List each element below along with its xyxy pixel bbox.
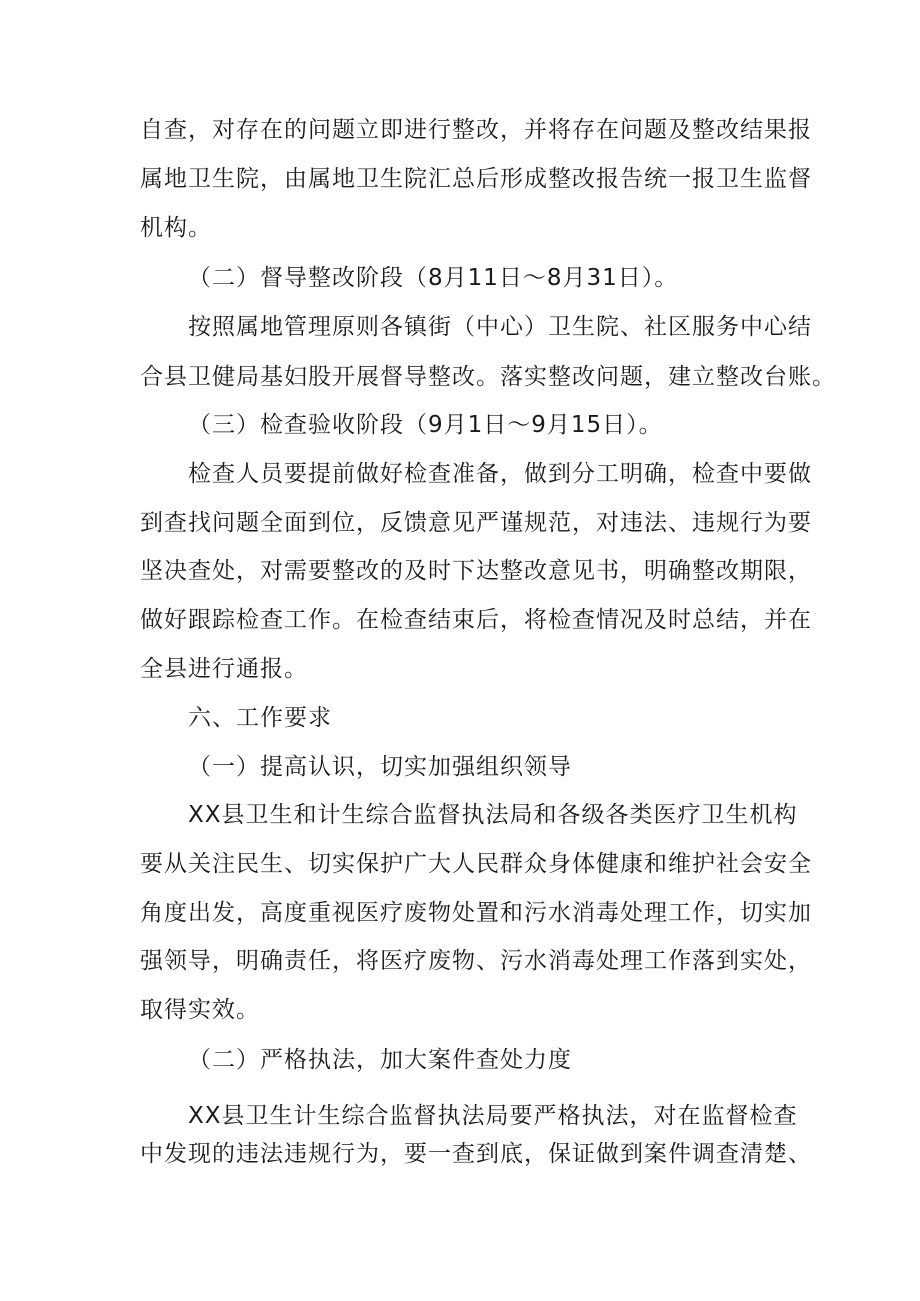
text-line: 中发现的违法违规行为，要一查到底，保证做到案件调查清楚、 <box>140 1141 812 1167</box>
text-line: 取得实效。 <box>140 997 260 1023</box>
text-line: 检查人员要提前做好检查准备，做到分工明确，检查中要做 <box>188 461 812 487</box>
section-heading: （一）提高认识，切实加强组织领导 <box>188 754 572 780</box>
text-line: 全县进行通报。 <box>140 656 308 682</box>
text-line: 坚决查处，对需要整改的及时下达整改意见书，明确整改期限， <box>140 558 812 584</box>
text-line: 要从关注民生、切实保护广大人民群众身体健康和维护社会安全 <box>140 851 812 877</box>
text-line: 属地卫生院，由属地卫生院汇总后形成整改报告统一报卫生监督 <box>140 166 812 192</box>
text-line: 机构。 <box>140 215 212 241</box>
text-line: 到查找问题全面到位，反馈意见严谨规范，对违法、违规行为要 <box>140 510 812 536</box>
text-line: 强领导，明确责任，将医疗废物、污水消毒处理工作落到实处， <box>140 948 812 974</box>
section-heading: （二）严格执法，加大案件查处力度 <box>188 1047 572 1073</box>
text-line: XX县卫生计生综合监督执法局要严格执法，对在监督检查 <box>188 1103 798 1129</box>
section-heading: （二）督导整改阶段（8月11日～8月31日）。 <box>188 265 679 291</box>
text-line: XX县卫生和计生综合监督执法局和各级各类医疗卫生机构 <box>188 802 798 828</box>
text-line: 合县卫健局基妇股开展督导整改。落实整改问题，建立整改台账。 <box>140 364 836 390</box>
text-line: 按照属地管理原则各镇街（中心）卫生院、社区服务中心结 <box>188 314 812 340</box>
text-line: 做好跟踪检查工作。在检查结束后，将检查情况及时总结，并在 <box>140 607 812 633</box>
section-heading: （三）检查验收阶段（9月1日～9月15日）。 <box>188 412 663 438</box>
section-heading: 六、工作要求 <box>188 705 332 731</box>
text-line: 自查，对存在的问题立即进行整改，并将存在问题及整改结果报 <box>140 117 812 143</box>
text-line: 角度出发，高度重视医疗废物处置和污水消毒处理工作，切实加 <box>140 900 812 926</box>
